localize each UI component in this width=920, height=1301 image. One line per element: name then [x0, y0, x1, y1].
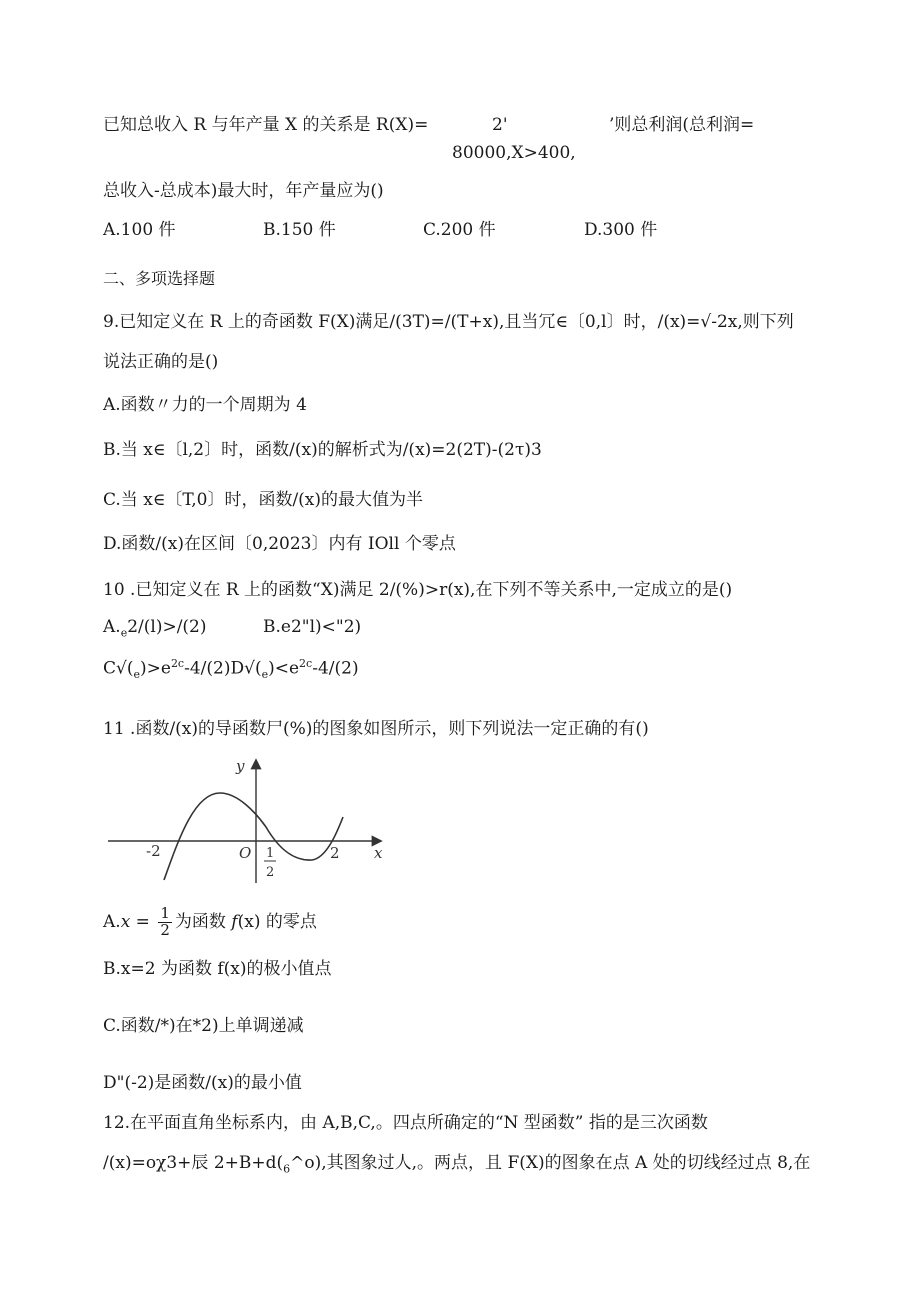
q10-option-b: B.e2"l)<"2) — [263, 617, 362, 637]
q10-cd-sup1: 2c — [170, 657, 185, 670]
q11-stem: 11 .函数/(x)的导函数尸(%)的图象如图所示，则下列说法一定正确的有() — [103, 719, 649, 739]
derivative-graph — [108, 755, 393, 885]
q9-option-d: D.函数/(x)在区间〔0,2023〕内有 IOll 个零点 — [103, 534, 456, 554]
q12-line2-part1: /(x)=oχ3+辰 2+B+d( — [103, 1153, 284, 1173]
q8-line1 — [103, 117, 428, 134]
q12-line2 — [103, 1155, 810, 1174]
q10-cd-part4: )<e — [268, 658, 300, 679]
q11-a-prefix: A. — [103, 911, 121, 932]
tick-label-neg2: -2 — [146, 842, 161, 860]
tick-label-half-num: 1 — [266, 846, 275, 861]
q9-option-c: C.当 x∈〔T,0〕时，函数/(x)的最大值为半 — [103, 490, 424, 510]
q11-a-fraction — [158, 906, 172, 939]
q11-option-a — [103, 906, 317, 946]
q12-line1: 12.在平面直角坐标系内，由 A,B,C,。四点所确定的“N 型函数” 指的是三次函数 — [103, 1113, 708, 1133]
q11-option-c: C.函数/*)在*2)上单调递减 — [103, 1016, 304, 1036]
q11-a-text: 为函数 — [174, 911, 226, 932]
q11-a-tail: 的零点 — [260, 911, 317, 932]
q12-line2-part2: ^o),其图象过人,。两点，且 F(X)的图象在点 A 处的切线经过点 8,在 — [290, 1153, 811, 1173]
q8-option-d: D.300 件 — [584, 220, 658, 240]
q8-line2: 总收入-总成本)最大时，年产量应为() — [103, 181, 384, 201]
q8-option-c: C.200 件 — [423, 220, 496, 240]
q8-options — [0, 222, 920, 244]
q10-cd-part5: -4/(2) — [312, 658, 359, 679]
q9-option-b: B.当 x∈〔l,2〕时，函数/(x)的解析式为/(x)=2(2T)-(2τ)3 — [103, 440, 542, 460]
q8-line1-pre: 已知总收入 R 与年产量 X 的关系是 R(X)= — [103, 115, 429, 135]
q8-option-b: B.150 件 — [263, 220, 336, 240]
q8-line1-post: ’则总利润(总利润= — [609, 115, 755, 135]
q10-cd-sub2: e — [261, 668, 269, 682]
q10-a-text: 2/(l)>/(2) — [127, 617, 207, 637]
q10-option-cd — [103, 658, 359, 680]
q10-a-prefix: A. — [103, 617, 121, 637]
q9-stem-line2: 说法正确的是() — [103, 352, 219, 372]
q10-stem: 10 .已知定义在 R 上的函数“X)满足 2/(%)>r(x),在下列不等关系中,一定成立的是() — [103, 580, 733, 600]
q8-line1-sub: 80000,X>400, — [452, 143, 576, 163]
derivative-curve — [164, 793, 343, 880]
q12-line2-sub: 6 — [283, 1162, 291, 1176]
q10-cd-part2: )>e — [140, 658, 171, 679]
q11-a-frac-den: 2 — [160, 920, 170, 939]
q10-option-a — [103, 619, 207, 638]
q9-option-a: A.函数〃力的一个周期为 4 — [103, 395, 307, 415]
y-axis-label: y — [236, 757, 245, 775]
q10-cd-sub1: e — [133, 668, 140, 682]
q10-cd-part3: -4/(2)D√( — [184, 658, 262, 679]
q11-a-eq: = — [130, 911, 156, 932]
q10-cd-sup2: 2c — [299, 657, 313, 670]
q11-option-b: B.x=2 为函数 f(x)的极小值点 — [103, 959, 332, 979]
q9-stem-line1: 9.已知定义在 R 上的奇函数 F(X)满足/(3T)=/(T+x),且当冗∈〔0,l〕时，/(x)=√-2x,则下列 — [103, 312, 794, 332]
tick-label-half-den: 2 — [266, 865, 275, 880]
q11-a-var: x — [120, 911, 131, 932]
q11-a-frac-num: 1 — [160, 904, 170, 922]
q8-line1-mid: 2' — [492, 115, 508, 135]
q11-a-func: f — [225, 911, 238, 932]
x-axis-label: x — [374, 844, 383, 862]
tick-label-2: 2 — [330, 844, 340, 862]
q8-option-a: A.100 件 — [103, 220, 176, 240]
q10-cd-part1: C√( — [103, 658, 134, 679]
q11-a-arg: (x) — [237, 911, 261, 932]
q10-a-sub: e — [120, 626, 128, 640]
origin-label: O — [239, 844, 252, 862]
section-title: 二、多项选择题 — [103, 269, 216, 288]
q11-option-d: D"(-2)是函数/(x)的最小值 — [103, 1073, 302, 1093]
